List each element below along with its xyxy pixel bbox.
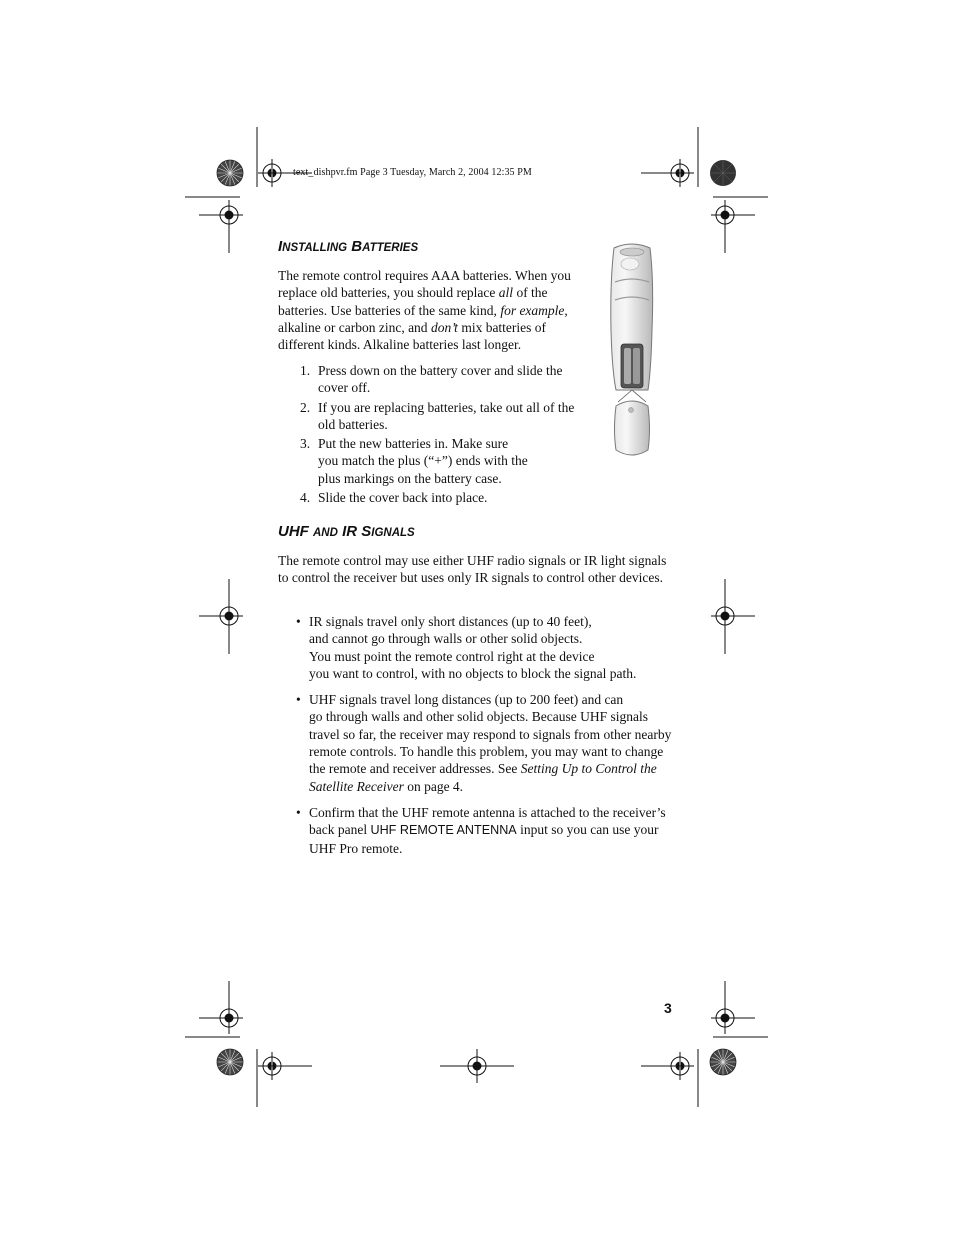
file-info-header: text_dishpvr.fm Page 3 Tuesday, March 2, 2004 12:35 PM [293, 167, 532, 178]
list-item: • IR signals travel only short distances (up to 40 feet), and cannot go through walls or other solid objects. You must point the remote control right at the device you want to control, with no objects to block the signal path. [296, 614, 637, 681]
list-item: • UHF signals travel long distances (up to 200 feet) and can go through walls and other solid objects. Because UHF signals travel so far, the receiver may respond to signals from other nearby remote controls. To handle this problem, you may want to change the remote and receiver addresses. See Setting Up to Control the Satellite Receiver on page 4. [296, 692, 672, 794]
list-item: 1. Press down on the battery cover and slide the cover off. [300, 363, 563, 396]
panel-label: UHF REMOTE ANTENNA [370, 823, 517, 838]
battery-steps-list [278, 362, 580, 508]
list-item: 2. If you are replacing batteries, take out all of the old batteries. [300, 399, 575, 432]
cross-reference: Setting Up to Control the Satellite Receiver [309, 761, 657, 794]
page-number: 3 [664, 1000, 672, 1016]
bullet-mark: • [296, 692, 301, 708]
batteries-intro-paragraph: The remote control requires AAA batteries. When you replace old batteries, you should replace all of the batteries. Use batteries of the same kind, for example, alkaline or carbon zinc, and don’t mix batteries of different kinds. Alkaline batteries last longer. [278, 268, 571, 353]
bullet-mark: • [296, 804, 301, 820]
signals-bullet-list [278, 613, 678, 866]
section-title-installing-batteries: INSTALLING BATTERIES [278, 238, 419, 255]
list-item: 4. Slide the cover back into place. [300, 490, 488, 506]
list-item: • Confirm that the UHF remote antenna is attached to the receiver’s back panel UHF REMOTE ANTENNA input so you can use your UHF Pro remote. [296, 804, 666, 856]
list-item: 3. Put the new batteries in. Make sure you match the plus (“+”) ends with the plus markings on the battery case. [300, 436, 528, 486]
bullet-mark: • [296, 614, 301, 629]
signals-intro-paragraph: The remote control may use either UHF radio signals or IR light signals to control the receiver but uses only IR signals to control other devices. [278, 553, 667, 586]
section-title-uhf-ir-signals: UHF AND IR SIGNALS [278, 523, 415, 540]
remote-battery-illustration [604, 240, 660, 462]
